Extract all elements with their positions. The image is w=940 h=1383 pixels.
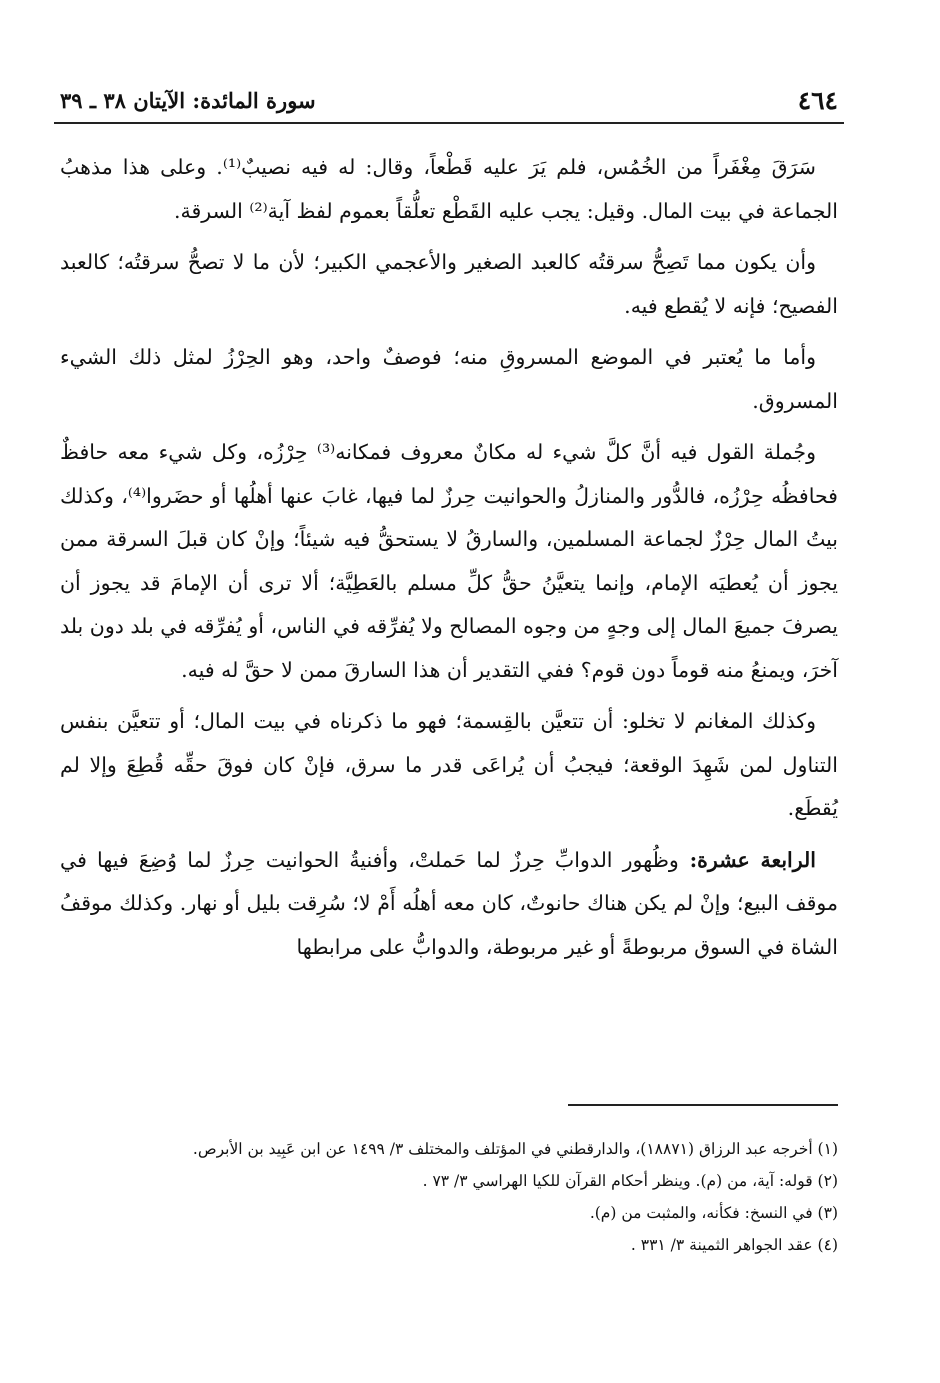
paragraph-6 xyxy=(60,839,838,970)
paragraph-text: وأن يكون مما تَصِحُّ سرقتُه كالعبد الصغير والأعجمي الكبير؛ لأن ما لا تصحُّ سرقتُه؛ كالعبد الفصيح؛ فإنه لا يُقطع فيه. xyxy=(60,250,838,318)
footnote-1: (١) أخرجه عبد الرزاق (١٨٨٧١)، والدارقطني في المؤتلف والمختلف ٣/ ١٤٩٩ عن ابن عَبِيد بن الأبرص. xyxy=(192,1140,838,1158)
footnote-separator xyxy=(568,1104,838,1106)
paragraph-text: وأما ما يُعتبر في الموضع المسروقِ منه؛ فوصفٌ واحد، وهو الحِرْزُ لمثل ذلك الشيء المسروق. xyxy=(60,345,838,413)
footnote-3: (٣) في النسخ: فكأنه، والمثبت من (م). xyxy=(589,1204,838,1222)
section-heading: الرابعة عشرة: xyxy=(678,847,817,872)
footnote-2: (٢) قوله: آية، من (م). وينظر أحكام القرآن للكيا الهراسي ٣/ ٧٣ . xyxy=(422,1172,838,1190)
paragraph-1 xyxy=(60,146,838,233)
footnote-4: (٤) عقد الجواهر الثمينة ٣/ ٣٣١ . xyxy=(630,1236,838,1254)
paragraph-4 xyxy=(60,431,838,692)
footnotes xyxy=(60,1134,838,1262)
paragraph-text: وكذلك المغانم لا تخلو: أن تتعيَّن بالقِسمة؛ فهو ما ذكرناه في بيت المال؛ أو تتعيَّن بنفس التناول لمن شَهِدَ الوقعة؛ فيجبُ أن يُراعَى قدر ما سرق، فإنْ كان فوقَ حقِّه قُطِعَ وإلا لم يُقطَع. xyxy=(60,709,838,820)
paragraph-text: وجُملة القول فيه أنَّ كلَّ شيء له مكانٌ معروف فمكانه⁽³⁾ حِرْزُه، وكل شيء معه حافظٌ فحافظُه حِرْزُه، فالدُّور والمنازلُ والحوانيت حِرزٌ لما فيها، غابَ عنها أهلُها أو حضَروا⁽⁴⁾، وكذلك بيتُ المال حِرْزٌ لجماعة المسلمين، والسارقُ لا يستحقُّ فيه شيئاً؛ وإنْ كان قبلَ السرقة ممن يجوز أن يُعطيَه الإمام، وإنما يتعيَّنُ حقُّ كلِّ مسلم بالعَطِيَّة؛ ألا ترى أن الإمامَ قد يجوز أن يصرفَ جميعَ المال إلى وجهٍ من وجوه المصالح ولا يُفرِّقه في الناس، أو يُفرِّقه في بلد دون بلد آخرَ، ويمنعُ منه قوماً دون قوم؟ ففي التقدير أن هذا السارقَ ممن لا حقَّ له فيه. xyxy=(60,440,838,682)
book-page xyxy=(60,70,838,1360)
running-title: سورة المائدة: الآيتان ٣٨ ـ ٣٩ xyxy=(60,88,316,113)
body-text xyxy=(60,146,838,977)
paragraph-5 xyxy=(60,700,838,831)
header-rule xyxy=(54,122,844,124)
paragraph-3 xyxy=(60,336,838,423)
paragraph-2 xyxy=(60,241,838,328)
paragraph-text: وظُهور الدوابِّ حِرزٌ لما حَملتْ، وأفنيةُ الحوانيت حِرزٌ لما وُضِعَ فيها في موقف البيع؛ وإنْ لم يكن هناك حانوتٌ، كان معه أهلُه أَمْ لا؛ سُرِقت بليل أو نهار. وكذلك موقفُ الشاة في السوق مربوطةً أو غير مربوطة، والدوابُّ على مرابطها xyxy=(60,847,838,959)
page-number: ٤٦٤ xyxy=(797,86,838,115)
paragraph-text: سَرَقَ مِغْفَراً من الخُمُس، فلم يَرَ عليه قَطْعاً، وقال: له فيه نصيبٌ⁽¹⁾. وعلى هذا مذهبُ الجماعة في بيت المال. وقيل: يجب عليه القَطْع تعلُّقاً بعموم لفظ آية⁽²⁾ السرقة. xyxy=(60,155,838,223)
page-header xyxy=(60,84,838,118)
